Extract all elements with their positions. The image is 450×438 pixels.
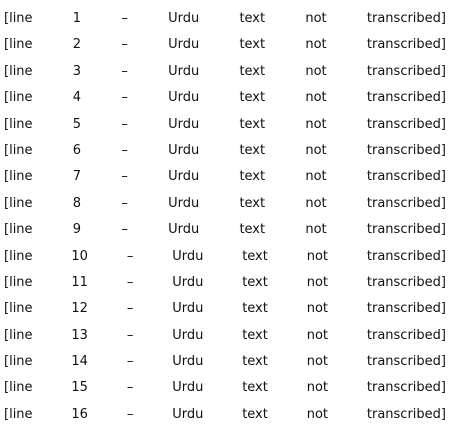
text-line: [line 16 – Urdu text not transcribed]: [4, 406, 446, 422]
text-line: [line 5 – Urdu text not transcribed]: [4, 116, 446, 132]
text-line: [line 7 – Urdu text not transcribed]: [4, 169, 446, 185]
text-line: [line 11 – Urdu text not transcribed]: [4, 274, 446, 290]
text-line: [line 3 – Urdu text not transcribed]: [4, 63, 446, 79]
text-line: [line 14 – Urdu text not transcribed]: [4, 354, 446, 370]
text-line: [line 6 – Urdu text not transcribed]: [4, 142, 446, 158]
text-line: [line 13 – Urdu text not transcribed]: [4, 327, 446, 343]
text-line: [line 10 – Urdu text not transcribed]: [4, 248, 446, 264]
text-line: [line 12 – Urdu text not transcribed]: [4, 301, 446, 317]
text-line: [line 9 – Urdu text not transcribed]: [4, 222, 446, 238]
text-line: [line 15 – Urdu text not transcribed]: [4, 380, 446, 396]
text-line: [line 8 – Urdu text not transcribed]: [4, 195, 446, 211]
article-body: [4, 6, 446, 428]
paragraph-1: [4, 6, 446, 217]
text-line: [line 2 – Urdu text not transcribed]: [4, 37, 446, 53]
text-line: [line 1 – Urdu text not transcribed]: [4, 11, 446, 26]
paragraph-2: [4, 217, 446, 428]
text-line: [line 4 – Urdu text not transcribed]: [4, 90, 446, 106]
